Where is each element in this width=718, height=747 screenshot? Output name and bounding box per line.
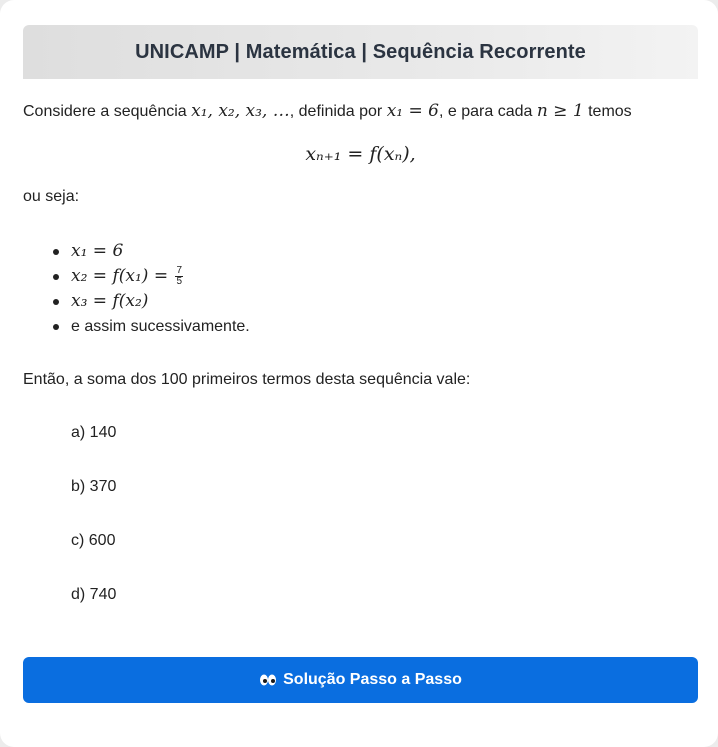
continuation-text: e assim sucessivamente. bbox=[71, 318, 250, 335]
solution-button-label: Solução Passo a Passo bbox=[283, 671, 462, 688]
option-b[interactable]: b) 370 bbox=[71, 478, 117, 495]
recurrence-equation: xₙ₊₁ = f(xₙ), bbox=[305, 143, 416, 165]
fraction-numerator: 7 bbox=[176, 265, 183, 277]
term-1: x₁ = 6 bbox=[71, 241, 124, 261]
list-item bbox=[23, 314, 250, 339]
answer-options bbox=[71, 422, 116, 638]
term-2: x₂ = f(x₁) = bbox=[71, 266, 174, 286]
or-text: ou seja: bbox=[23, 188, 80, 205]
intro-connector: , e para cada bbox=[438, 103, 537, 120]
intro-paragraph bbox=[23, 101, 632, 121]
initial-term: x₁ = 6 bbox=[386, 101, 439, 121]
eyes-icon bbox=[259, 673, 277, 687]
intro-suffix: temos bbox=[583, 103, 632, 120]
option-c[interactable]: c) 600 bbox=[71, 532, 116, 549]
intro-prefix: Considere a sequência bbox=[23, 103, 192, 120]
term-3: x₃ = f(x₂) bbox=[71, 291, 149, 311]
question-text: Então, a soma dos 100 primeiros termos desta sequência vale: bbox=[23, 371, 471, 388]
option-d[interactable]: d) 740 bbox=[71, 586, 117, 603]
list-item bbox=[23, 289, 250, 314]
sequence-expression: x₁, x₂, x₃, … bbox=[191, 101, 290, 121]
page-title: UNICAMP | Matemática | Sequência Recorrente bbox=[135, 40, 586, 63]
option-a[interactable]: a) 140 bbox=[71, 424, 117, 441]
intro-middle: , definida por bbox=[289, 103, 387, 120]
list-item bbox=[23, 264, 250, 289]
index-condition: n ≥ 1 bbox=[536, 101, 584, 121]
solution-button[interactable] bbox=[23, 657, 698, 703]
fraction-denominator: 5 bbox=[176, 276, 183, 288]
list-item bbox=[23, 239, 250, 264]
fraction bbox=[175, 266, 183, 287]
terms-list bbox=[23, 239, 250, 339]
question-header bbox=[23, 25, 698, 79]
